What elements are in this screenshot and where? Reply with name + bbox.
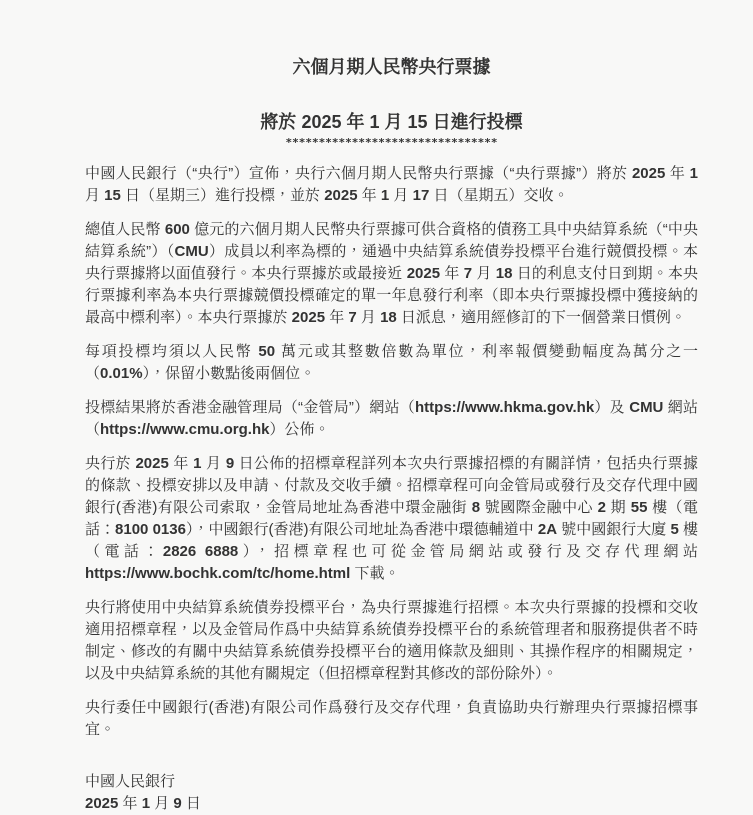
numeric-text: 1 — [380, 187, 390, 204]
numeric-text: 50 — [258, 343, 276, 360]
numeric-text: 15 — [104, 187, 121, 204]
numeric-text: 2025 — [85, 795, 119, 812]
numeric-text: 7 — [348, 309, 357, 326]
asterisk-divider: ******************************** — [285, 136, 498, 149]
document-footer — [85, 771, 698, 815]
numeric-text: 18 — [380, 309, 397, 326]
numeric-text: 2025 — [631, 165, 666, 182]
paragraph-announcement: 中國人民銀行（“央行”）宣佈，央行六個月期人民幣央行票據（“央行票據”）將於 2025 年 1 月 15 日（星期三）進行投標，並於 2025 年 1 月 17 日（星期五）交收。 — [85, 165, 698, 204]
numeric-text: 8 — [471, 499, 481, 516]
numeric-text: 2025 — [406, 265, 441, 282]
numeric-text: 2025 — [135, 455, 169, 472]
numeric-text: CMU — [629, 399, 664, 416]
url-link[interactable]: https://www.bochk.com/tc/home.html — [85, 565, 351, 582]
numeric-text: 9 — [173, 795, 182, 812]
paragraph-issue-details: 總值人民幣 600 億元的六個月期人民幣央行票據可供合資格的債務工具中央結算系統（“中央結算系統”）（CMU）成員以利率為標的，通過中央結算系統債券投標平台進行競價投標。本央行票據將以面值發行。本央行票據於或最接近 2025 年 7 月 18 日的利息支付日到期。本央行票據利率為本央行票據競價投標確定的單一年息發行利率（即本央行票據投標中獲接納的最高中標利率）。本央行票據於 2025 年 7 月 18 日派息，適用經修訂的下一個營業日慣例。 — [85, 221, 699, 326]
paragraph-tender-units: 每項投標均須以人民幣 50 萬元或其整數倍數為單位，利率報價變動幅度為萬分之一（0.01%），保留小數點後兩個位。 — [85, 343, 699, 382]
numeric-text: 1 — [369, 112, 380, 132]
signature: 中國人民銀行 — [85, 773, 176, 790]
numeric-text: 1 — [689, 165, 698, 182]
numeric-text: 2025 — [324, 187, 358, 204]
document-body — [85, 163, 698, 741]
numeric-text: 17 — [412, 187, 430, 204]
numeric-text: 2025 — [301, 112, 342, 132]
numeric-text: 2826 — [162, 543, 197, 560]
numeric-text: 2A — [537, 521, 558, 538]
numeric-text: 6888 — [204, 543, 239, 560]
numeric-text: 0.01% — [100, 365, 143, 382]
document-subtitle: 將於 2025 年 1 月 15 日進行投標 — [260, 112, 523, 132]
paragraph-cmu-platform-rules: 央行將使用中央結算系統債券投標平台，為央行票據進行招標。本次央行票據的投標和交收適用招標章程，以及金管局作爲中央結算系統債券投標平台的系統管理者和服務提供者不時制定、修改的有關中央結算系統債券投標平台的適用條款及細則、其操作程序的相關規定，以及中央結算系統的其他有關規定（但招標章程對其修改的部份除外）。 — [85, 599, 698, 682]
url-link[interactable]: https://www.hkma.gov.hk — [415, 399, 595, 416]
url-link[interactable]: https://www.cmu.org.hk — [100, 421, 270, 438]
numeric-text: 55 — [630, 499, 648, 516]
document-title: 六個月期人民幣央行票據 — [292, 57, 491, 77]
numeric-text: 9 — [225, 455, 235, 472]
paragraph-results-websites: 投標結果將於香港金融管理局（“金管局”）網站（https://www.hkma.gov.hk）及 CMU 網站（https://www.cmu.org.hk）公佈。 — [85, 399, 699, 438]
numeric-text: 2 — [597, 499, 606, 516]
numeric-text: 5 — [670, 521, 679, 538]
document-date: 2025 年 1 月 9 日 — [85, 795, 201, 812]
numeric-text: 15 — [407, 112, 428, 132]
numeric-text: 1 — [193, 455, 202, 472]
numeric-text: 8100 — [115, 521, 149, 538]
numeric-text: 7 — [463, 265, 473, 282]
paragraph-information-memorandum: 央行於 2025 年 1 月 9 日公佈的招標章程詳列本次央行票據招標的有關詳情，包括央行票據的條款、投標安排以及申請、付款及交收手續。招標章程可向金管局或發行及交存代理中國銀行(香港)有限公司索取，金管局地址為香港中環金融街 8 號國際金融中心 2 期 55 樓（電話：8100 0136），中國銀行(香港)有限公司地址為香港中環德輔道中 2A 號中國銀行大廈 5 樓（電話：2826 6888），招標章程也可從金管局網站或發行及交存代理網站 https://www.bochk.com/tc/home.html 下載。 — [85, 455, 699, 582]
paragraph-appointed-agent: 央行委任中國銀行(香港)有限公司作爲發行及交存代理，負責協助央行辦理央行票據招標事宜。 — [85, 699, 698, 738]
numeric-text: 2025 — [291, 309, 326, 326]
numeric-text: 18 — [495, 265, 513, 282]
numeric-text: CMU — [174, 243, 209, 260]
numeric-text: 600 — [164, 221, 190, 238]
numeric-text: 1 — [141, 795, 151, 812]
numeric-text: 0136 — [152, 521, 186, 538]
